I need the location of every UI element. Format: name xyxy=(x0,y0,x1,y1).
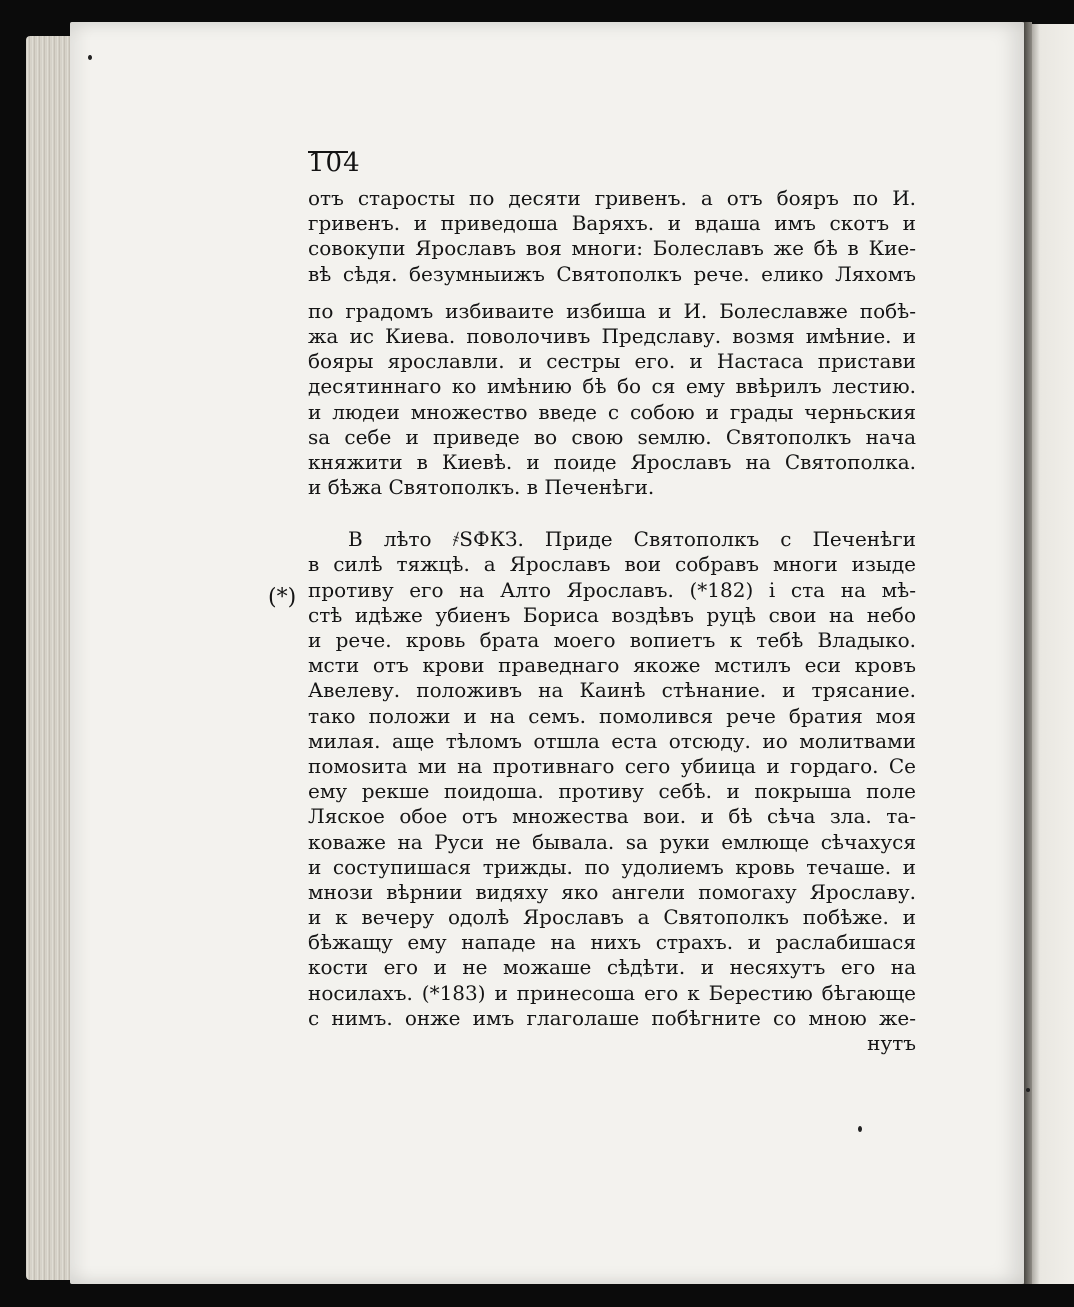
text-line: отъ старосты по десяти гривенъ. а отъ бояръ по И. xyxy=(308,186,916,210)
text-line: ѕа себе и приведе во свою ѕемлю. Святополкъ нача xyxy=(308,424,916,449)
text-line: Авелеву. положивъ на Каинѣ стѣнание. и трясание. xyxy=(308,678,916,703)
text-line: и соступишася трижды. по удолиемъ кровь течаше. и xyxy=(308,854,916,879)
page-number: 104 xyxy=(308,148,361,178)
text-line: жа ис Киева. поволочивъ Предславу. возмя имѣние. и xyxy=(308,323,916,348)
text-line: кости его и не можаше сѣдѣти. и несяхутъ его на xyxy=(308,955,916,980)
text-line: бѣжащу ему нападе на нихъ страхъ. и раслабишася xyxy=(308,930,916,955)
text-line: мнози вѣрнии видяху яко ангели помогаху Ярославу. xyxy=(308,879,916,904)
text-line: с нимъ. онже имъ глаголаше побѣгните со мною же- xyxy=(308,1005,916,1030)
text-line: по градомъ избиваите избиша и И. Болеславже побѣ- xyxy=(308,298,916,323)
text-line: и рече. кровь брата моего вопиетъ к тебѣ Владыко. xyxy=(308,628,916,652)
text-line: помоѕита ми на противнаго сего убиица и гордаго. Се xyxy=(308,753,916,778)
text-line: носилахъ. (*183) и принесоша его к Берестию бѣгающе xyxy=(308,980,916,1005)
text-line: стѣ идѣже убиенъ Бориса воздѣвъ руцѣ свои на небо xyxy=(308,602,916,627)
text-line: ему рекше поидоша. противу себѣ. и покрыша поле xyxy=(308,779,916,804)
text-line: и к вечеру одолѣ Ярославъ а Святополкъ побѣже. и xyxy=(308,905,916,930)
ink-speck xyxy=(858,1126,862,1132)
margin-note-asterisk: (*) xyxy=(268,585,297,610)
text-line: совокупи Ярославъ воя многи: Болеславъ же бѣ в Кие- xyxy=(308,236,916,261)
text-line: мсти отъ крови праведнаго якоже мстилъ еси кровъ xyxy=(308,653,916,678)
ink-speck xyxy=(1026,1088,1030,1092)
text-line: противу его на Алто Ярославъ. (*182) і ста на мѣ- xyxy=(308,577,916,602)
main-text xyxy=(308,186,916,1056)
text-line: тако положи и на семъ. помолився рече братия моя xyxy=(308,703,916,728)
text-line: в силѣ тяжцѣ. а Ярославъ вои собравъ многи изыде xyxy=(308,552,916,577)
text-line: и людеи множество введе с собою и грады черньския xyxy=(308,399,916,424)
text-line: гривенъ. и приведоша Варяхъ. и вдаша имъ скотъ и xyxy=(308,211,916,236)
text-line: десятиннаго ко имѣнию бѣ бо ся ему ввѣрилъ лестию. xyxy=(308,374,916,399)
text-line: княжити в Киевѣ. и поиде Ярославъ на Святополка. xyxy=(308,449,916,474)
text-line: бояры ярославли. и сестры его. и Настаса пристави xyxy=(308,349,916,374)
text-line: вѣ сѣдя. безумныижъ Святополкъ рече. елико Ляхомъ xyxy=(308,261,916,286)
text-line: милая. аще тѣломъ отшла еста отсюду. ио молитвами xyxy=(308,728,916,753)
facing-page-edge xyxy=(1030,24,1074,1284)
text-line: Ляское обое отъ множества вои. и бѣ сѣча зла. та- xyxy=(308,804,916,829)
text-line: и бѣжа Святополкъ. в Печенѣги. xyxy=(308,475,655,500)
catchword: нутъ xyxy=(867,1031,916,1055)
book-gutter xyxy=(1024,22,1032,1284)
text-line: коваже на Руси не бывала. ѕа руки емлюще сѣчахуся xyxy=(308,829,916,854)
ink-speck xyxy=(88,55,92,60)
text-line: В лѣто ҂ЅФКЗ. Приде Святополкъ с Печенѣги xyxy=(348,527,916,552)
